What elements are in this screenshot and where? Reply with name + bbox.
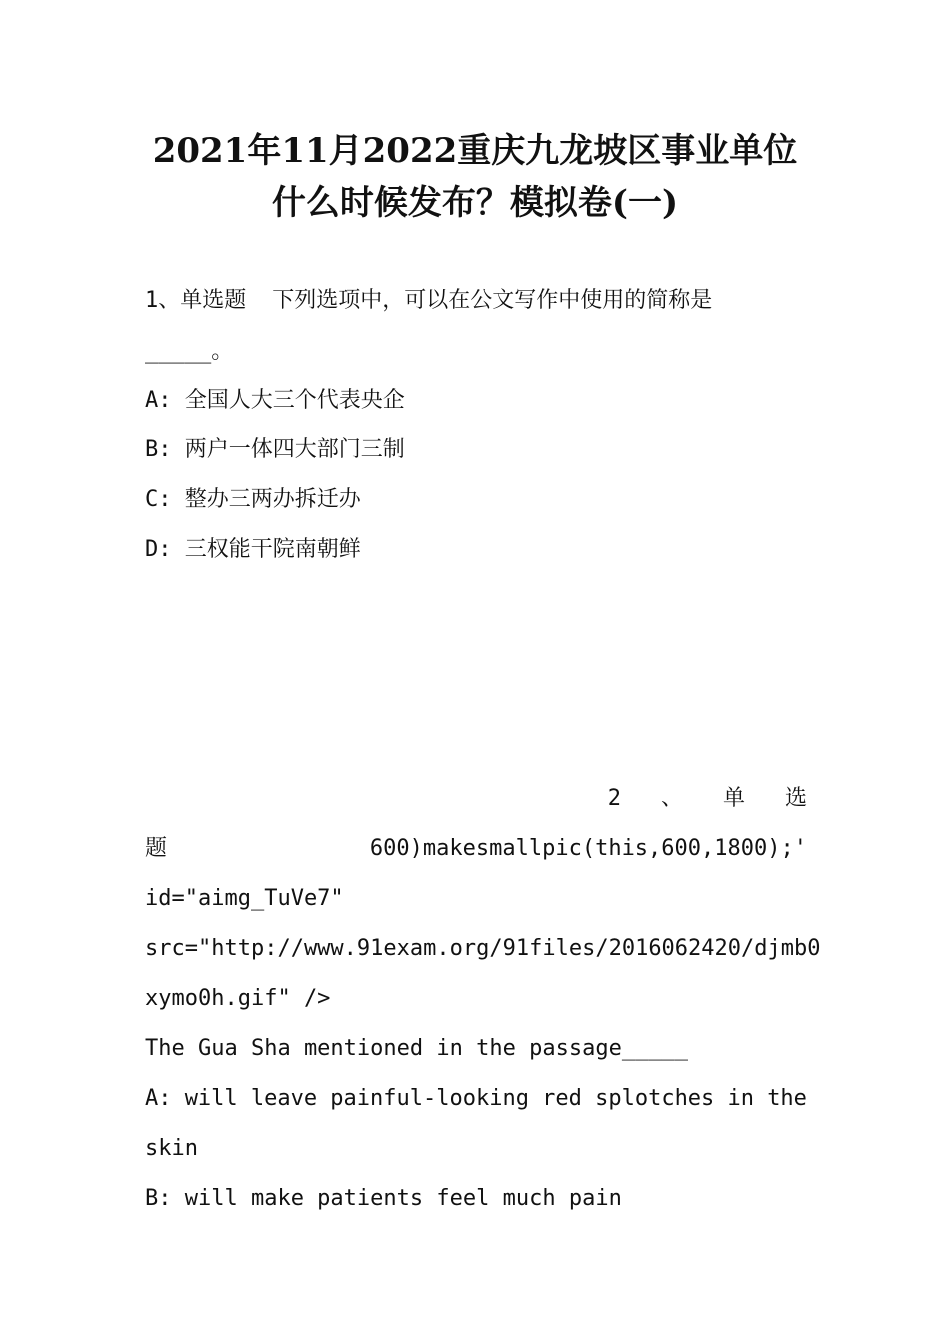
question-1-option-c: C: 整办三两办拆迁办 [145,487,361,512]
question-1-number: 1、单选题 [145,288,247,313]
question-2-stem-line-5: xymo0h.gif" /> [145,986,331,1011]
question-1-text: 下列选项中，可以在公文写作中使用的简称是 [272,288,713,313]
option-a-word: will [184,1086,238,1111]
question-1-option-d: D: 三权能干院南朝鲜 [145,537,361,562]
question-2-stem-line-4: src="http://www.91exam.org/91files/2016062420/djmb0 [145,936,821,961]
question-2-code-fragment: 600)makesmallpic(this,600,1800);' [369,836,807,861]
question-1-stem-line-2: _____。 [145,339,234,364]
option-a-word: leave [250,1086,318,1111]
question-2-number: 2 [607,786,621,811]
question-1-option-b: B: 两户一体四大部门三制 [145,437,405,462]
question-2-stem-line-3: id="aimg_TuVe7" [145,886,344,911]
option-a-word: painful-looking [330,1086,529,1111]
option-a-word: red [542,1086,582,1111]
question-2-stem-line-2 [145,834,807,864]
question-2-type-char-3: 题 [145,836,168,861]
question-1-option-a: A: 全国人大三个代表央企 [145,388,405,413]
document-title-line-2: 什么时候发布？模拟卷(一) [271,183,679,223]
question-2-type-char-2: 选 [784,786,807,811]
option-a-word: the [767,1086,807,1111]
option-a-word: splotches [595,1086,715,1111]
question-1-stem [145,286,807,316]
question-2-header [145,784,807,814]
question-2-separator: 、 [660,786,683,811]
document-title-line-1: 2021年11月2022重庆九龙坡区事业单位 [152,131,798,171]
question-2-type-char-1: 单 [722,786,745,811]
option-a-word: A: [145,1086,172,1111]
option-a-word: in [727,1086,754,1111]
question-2-question: The Gua Sha mentioned in the passage_____ [145,1036,689,1061]
question-2-option-a-line-2: skin [145,1136,198,1161]
question-2-option-b: B: will make patients feel much pain [145,1186,622,1211]
question-2-option-a [145,1084,807,1114]
